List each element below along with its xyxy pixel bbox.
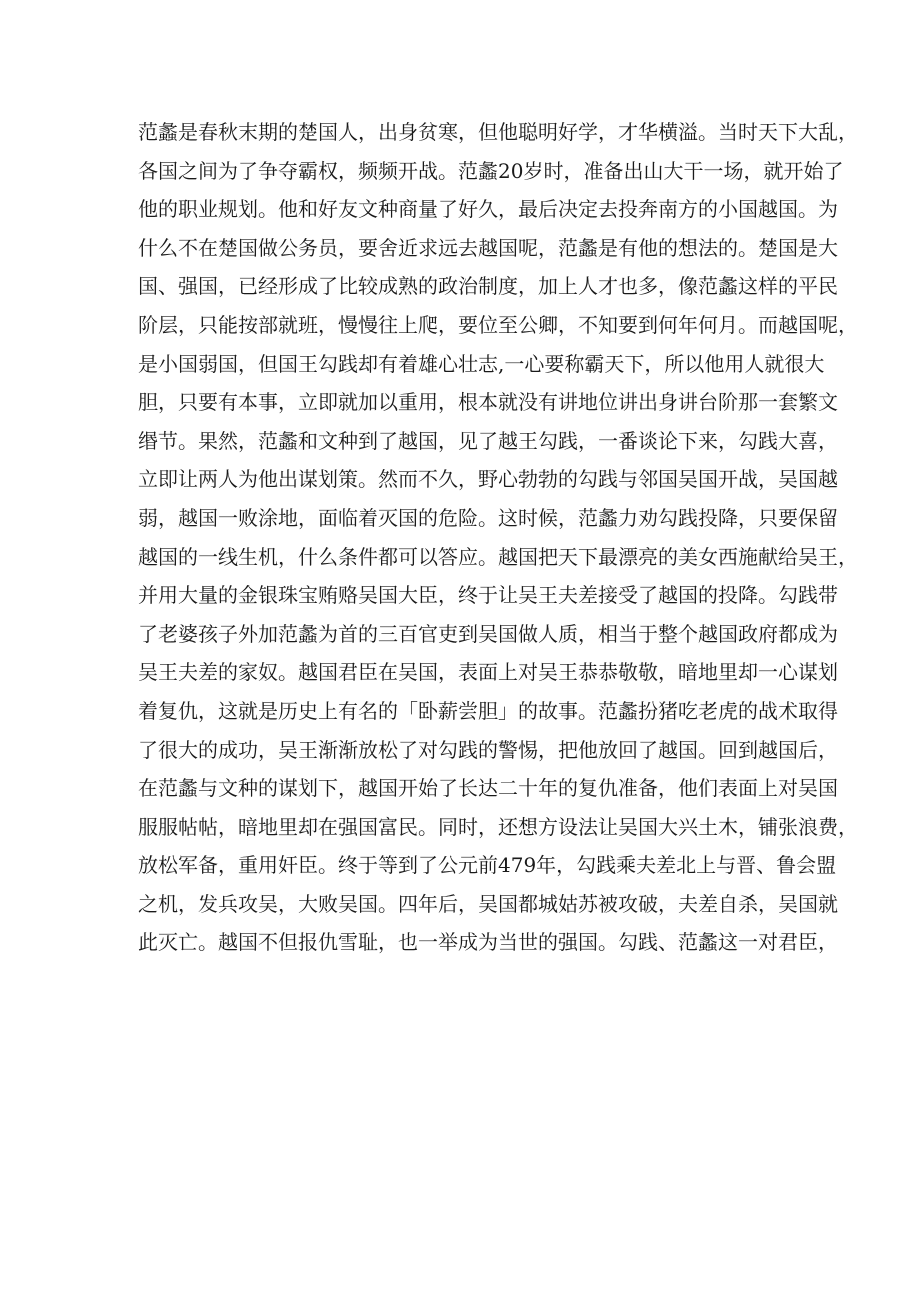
text-line-2: 各国之间为了争夺霸权，频频开战。范蠡20岁时，准备出山大干一场，就开始了 <box>138 158 844 183</box>
text-line-8: 胆，只要有本事，立即就加以重用，根本就没有讲地位讲出身讲台阶那一套繁文 <box>138 390 838 415</box>
text-line-17: 了很大的成功，吴王渐渐放松了对勾践的警惕，把他放回了越国。回到越国后， <box>138 737 838 762</box>
text-line-14: 了老婆孩子外加范蠡为首的三百官吏到吴国做人质，相当于整个越国政府都成为 <box>138 621 838 646</box>
text-line-3: 他的职业规划。他和好友文种商量了好久，最后决定去投奔南方的小国越国。为 <box>138 197 838 222</box>
text-line-22: 此灭亡。越国不但报仇雪耻，也一举成为当世的强国。勾践、范蠡这一对君臣， <box>138 930 838 955</box>
text-line-16: 着复仇，这就是历史上有名的「卧薪尝胆」的故事。范蠡扮猪吃老虎的战术取得 <box>138 698 838 723</box>
text-line-9: 缗节。果然，范蠡和文种到了越国，见了越王勾践，一番谈论下来，勾践大喜， <box>138 428 838 453</box>
text-line-6: 阶层，只能按部就班，慢慢往上爬，要位至公卿，不知要到何年何月。而越国呢， <box>138 312 858 337</box>
text-line-5: 国、强国，已经形成了比较成熟的政治制度，加上人才也多，像范蠡这样的平民 <box>138 274 838 299</box>
text-line-13: 并用大量的金银珠宝贿赂吴国大臣，终于让吴王夫差接受了越国的投降。勾践带 <box>138 583 838 608</box>
text-line-19: 服服帖帖，暗地里却在强国富民。同时，还想方设法让吴国大兴土木，铺张浪费， <box>138 814 858 839</box>
text-line-20: 放松军备，重用奸臣。终于等到了公元前479年，勾践乘夫差北上与晋、鲁会盟 <box>138 853 837 878</box>
text-line-18: 在范蠡与文种的谋划下，越国开始了长达二十年的复仇准备，他们表面上对吴国 <box>138 776 838 801</box>
text-line-15: 吴王夫差的家奴。越国君臣在吴国，表面上对吴王恭恭敬敬，暗地里却一心谋划 <box>138 660 838 685</box>
body-text <box>138 113 858 962</box>
text-line-1: 范蠡是春秋末期的楚国人，出身贫寒，但他聪明好学，才华横溢。当时天下大乱， <box>138 120 858 144</box>
text-line-12: 越国的一线生机，什么条件都可以答应。越国把天下最漂亮的美女西施献给吴王， <box>138 544 858 569</box>
text-line-4: 什么不在楚国做公务员，要舍近求远去越国呢，范蠡是有他的想法的。楚国是大 <box>138 235 838 260</box>
text-line-21: 之机，发兵攻吴，大败吴国。四年后，吴国都城姑苏被攻破，夫差自杀，吴国就 <box>138 891 838 916</box>
text-line-7: 是小国弱国，但国王勾践却有着雄心壮志,一心要称霸天下，所以他用人就很大 <box>138 351 825 376</box>
text-line-11: 弱，越国一败涂地，面临着灭国的危险。这时候，范蠡力劝勾践投降，只要保留 <box>138 505 838 530</box>
text-line-10: 立即让两人为他出谋划策。然而不久，野心勃勃的勾践与邻国吴国开战，吴国越 <box>138 467 838 492</box>
